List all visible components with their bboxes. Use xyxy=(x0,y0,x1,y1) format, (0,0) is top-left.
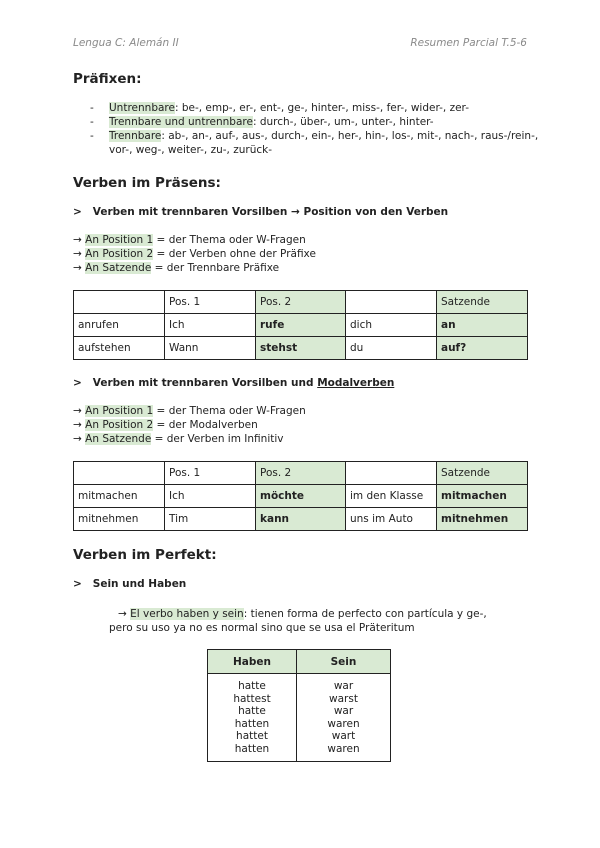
rule-label: An Satzende xyxy=(85,262,152,274)
rule-text: = der Modalverben xyxy=(153,419,258,431)
table-cell: aufstehen xyxy=(74,337,165,360)
table-cell: Satzende xyxy=(437,462,528,485)
subheading-trennbar: > Verben mit trennbaren Vorsilben → Position von den Verben xyxy=(73,206,449,218)
table-cell: Pos. 2 xyxy=(256,291,346,314)
rule-line: → An Position 2 = der Verben ohne der Präfixe xyxy=(73,248,316,260)
rule-text: = der Verben im Infinitiv xyxy=(151,433,284,445)
sein-form: wart xyxy=(331,730,356,742)
rule-block-1 xyxy=(73,233,316,275)
rule-text: = der Verben ohne der Präfixe xyxy=(153,248,316,260)
sein-form: warst xyxy=(329,692,358,705)
table-cell: Satzende xyxy=(437,291,528,314)
table-row xyxy=(208,674,391,762)
rule-line: → An Satzende = der Trennbare Präfixe xyxy=(73,262,280,274)
table-cell: mitnehmen xyxy=(74,508,165,531)
table-header-row xyxy=(74,462,528,485)
prefix-label: Trennbare und untrennbare xyxy=(109,116,253,128)
table-header-row xyxy=(208,650,391,674)
sein-form: war xyxy=(333,680,354,692)
prefix-item-beide xyxy=(90,115,540,129)
rule-label: An Position 1 xyxy=(85,405,154,417)
rule-text: = der Thema oder W-Fragen xyxy=(153,234,306,246)
haben-forms xyxy=(208,674,297,762)
rule-line: → An Position 2 = der Modalverben xyxy=(73,419,258,431)
note-text: : tienen forma de perfecto con partícula y ge-, xyxy=(243,608,487,620)
table-cell: kann xyxy=(256,508,346,531)
table-cell: auf? xyxy=(437,337,528,360)
table-cell: mitmachen xyxy=(74,485,165,508)
sein-forms xyxy=(297,674,391,762)
prefix-label: Untrennbare xyxy=(109,102,175,114)
sein-form: waren xyxy=(327,717,360,730)
table-row xyxy=(74,485,528,508)
sein-form: waren xyxy=(327,742,360,755)
table-cell: Pos. 2 xyxy=(256,462,346,485)
table-cell: Pos. 1 xyxy=(165,291,256,314)
haben-form: hatten xyxy=(234,742,270,755)
table-row xyxy=(74,337,528,360)
table-row xyxy=(74,314,528,337)
table-cell: Ich xyxy=(165,485,256,508)
table-cell xyxy=(346,462,437,485)
table-cell xyxy=(74,462,165,485)
table-cell: mitmachen xyxy=(437,485,528,508)
subheading-text: Sein und Haben xyxy=(92,578,187,590)
section-title-perfekt: Verben im Perfekt: xyxy=(73,547,217,563)
rule-label: An Position 1 xyxy=(85,234,154,246)
table-header-row xyxy=(74,291,528,314)
prefix-item-untrennbare xyxy=(90,101,540,115)
conjugation-table xyxy=(207,649,391,762)
table-cell: Ich xyxy=(165,314,256,337)
rule-line: → An Position 1 = der Thema oder W-Fragen xyxy=(73,405,306,417)
table-cell: Pos. 1 xyxy=(165,462,256,485)
table-cell: dich xyxy=(346,314,437,337)
table-cell: mitnehmen xyxy=(437,508,528,531)
haben-form: hattet xyxy=(236,730,268,742)
subheading-modalverben: > Verben mit trennbaren Vorsilben und Modalverben xyxy=(73,377,395,389)
table-cell: im den Klasse xyxy=(346,485,437,508)
rule-line: → An Satzende = der Verben im Infinitiv xyxy=(73,433,284,445)
table-cell: du xyxy=(346,337,437,360)
header-course: Lengua C: Alemán II xyxy=(73,37,179,49)
table-cell: rufe xyxy=(256,314,346,337)
table-row xyxy=(74,508,528,531)
table-header-sein: Sein xyxy=(297,650,391,674)
haben-form: hattest xyxy=(233,692,271,705)
header-title: Resumen Parcial T.5-6 xyxy=(410,37,527,49)
table-cell: anrufen xyxy=(74,314,165,337)
position-table-1 xyxy=(73,290,528,360)
note-line xyxy=(109,607,539,621)
rule-text: = der Trennbare Präfixe xyxy=(151,262,280,274)
haben-form: hatten xyxy=(234,717,270,730)
prefix-item-trennbare xyxy=(90,129,540,157)
sein-form: war xyxy=(333,705,354,717)
prefix-label: Trennbare xyxy=(109,130,162,142)
table-cell: Tim xyxy=(165,508,256,531)
rule-block-2 xyxy=(73,404,306,446)
position-table-2 xyxy=(73,461,528,531)
section-title-praesens: Verben im Präsens: xyxy=(73,175,221,191)
table-cell: an xyxy=(437,314,528,337)
section-title-praefixen: Präfixen: xyxy=(73,71,142,87)
note-line: pero su uso ya no es normal sino que se usa el Präteritum xyxy=(109,622,415,634)
modalverben-link: Modalverben xyxy=(317,377,395,389)
prefix-text: : be-, emp-, er-, ent-, ge-, hinter-, miss-, fer-, wider-, zer- xyxy=(174,102,469,114)
haben-form: hatte xyxy=(238,680,266,692)
prefix-text: : durch-, über-, um-, unter-, hinter- xyxy=(252,116,434,128)
rule-text: = der Thema oder W-Fragen xyxy=(153,405,306,417)
table-cell xyxy=(346,291,437,314)
note-label: El verbo haben y sein xyxy=(130,608,244,620)
subheading-sein-haben: > Sein und Haben xyxy=(73,578,187,590)
table-cell: uns im Auto xyxy=(346,508,437,531)
table-cell: möchte xyxy=(256,485,346,508)
table-cell: Wann xyxy=(165,337,256,360)
rule-label: An Position 2 xyxy=(85,419,154,431)
perfekt-note xyxy=(109,607,539,635)
arrow-glyph: → xyxy=(118,608,131,620)
subheading-text: Verben mit trennbaren Vorsilben und xyxy=(92,377,318,389)
rule-label: An Satzende xyxy=(85,433,152,445)
prefix-list xyxy=(90,101,540,157)
rule-label: An Position 2 xyxy=(85,248,154,260)
table-cell: stehst xyxy=(256,337,346,360)
table-cell xyxy=(74,291,165,314)
rule-line: → An Position 1 = der Thema oder W-Fragen xyxy=(73,234,306,246)
haben-form: hatte xyxy=(238,705,266,717)
subheading-text: Verben mit trennbaren Vorsilben → Position von den Verben xyxy=(92,206,449,218)
table-header-haben: Haben xyxy=(208,650,297,674)
prefix-text: : ab-, an-, auf-, aus-, durch-, ein-, her-, hin-, los-, mit-, nach-, raus-/rein-, vor-, weg-, weiter-, zu-, zurück- xyxy=(109,130,539,156)
